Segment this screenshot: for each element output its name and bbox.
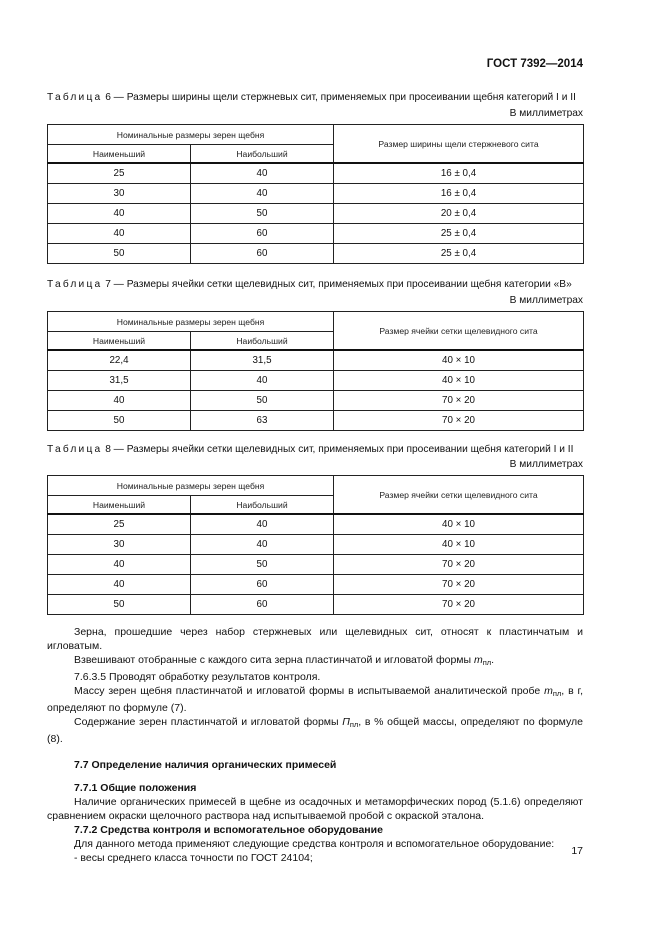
cell-max: 40 (191, 163, 334, 184)
result-column-header: Размер ячейки сетки щелевидного сита (334, 312, 584, 351)
max-column-header: Наибольший (191, 496, 334, 515)
subscript: пл (349, 720, 359, 729)
table-row (48, 244, 584, 264)
cell-min: 22,4 (48, 350, 191, 371)
cell-min: 25 (48, 163, 191, 184)
cell-min: 40 (48, 391, 191, 411)
paragraph: Зерна, прошедшие через набор стержневых или щелевидных сит, относят к пластинчатым и игловатым. (47, 626, 583, 652)
min-column-header: Наименьший (48, 145, 191, 164)
table-8 (47, 475, 584, 615)
subscript: пл (552, 689, 562, 698)
max-column-header: Наибольший (191, 145, 334, 164)
text-run: . (491, 654, 495, 666)
cell-max: 31,5 (191, 350, 334, 371)
cell-min: 50 (48, 244, 191, 264)
cell-min: 40 (48, 555, 191, 575)
symbol: m (544, 685, 553, 697)
subscript: пл (482, 658, 492, 667)
cell-min: 40 (48, 224, 191, 244)
symbol: m (473, 654, 483, 666)
table-row (48, 224, 584, 244)
cell-result: 70 × 20 (334, 411, 584, 431)
paragraph: Для данного метода применяют следующие средства контроля и вспомогательное оборудование: (74, 838, 555, 850)
subsection-heading: 7.7.2 Средства контроля и вспомогательное оборудование (74, 824, 383, 836)
min-column-header: Наименьший (48, 332, 191, 351)
cell-result: 40 × 10 (334, 350, 584, 371)
result-column-header: Размер ячейки сетки щелевидного сита (334, 476, 584, 515)
table-caption-text: 7 — Размеры ячейки сетки щелевидных сит, применяемых при просеивании щебня категории «В» (105, 279, 572, 290)
list-item: - весы среднего класса точности по ГОСТ 24104; (74, 852, 313, 864)
cell-result: 70 × 20 (334, 575, 584, 595)
table-label: Таблица (47, 279, 103, 290)
cell-max: 40 (191, 535, 334, 555)
text-run: , в г, определяют по формуле (7). (47, 685, 583, 714)
page-number: 17 (571, 845, 583, 857)
table-caption-text: 8 — Размеры ячейки сетки щелевидных сит, применяемых при просеивании щебня категорий I и II (105, 444, 574, 455)
cell-min: 50 (48, 411, 191, 431)
cell-max: 63 (191, 411, 334, 431)
cell-result: 25 ± 0,4 (334, 244, 584, 264)
subsection-heading: 7.7.1 Общие положения (74, 782, 197, 794)
table-7-caption (47, 278, 587, 292)
table-8-units: В миллиметрах (509, 459, 583, 470)
table-row (48, 163, 584, 184)
table-7 (47, 311, 584, 431)
table-8-caption (47, 443, 587, 457)
cell-max: 60 (191, 575, 334, 595)
cell-min: 25 (48, 514, 191, 535)
group-header: Номинальные размеры зерен щебня (48, 312, 334, 332)
cell-result: 40 × 10 (334, 535, 584, 555)
section-heading: 7.7 Определение наличия органических примесей (74, 759, 337, 771)
text-run: , в % общей массы, определяют по формуле (8). (47, 716, 583, 745)
paragraph: 7.6.3.5 Проводят обработку результатов контроля. (74, 671, 321, 683)
max-column-header: Наибольший (191, 332, 334, 351)
paragraph (47, 653, 583, 670)
table-row (48, 350, 584, 371)
table-row (48, 535, 584, 555)
table-6 (47, 124, 584, 264)
cell-min: 40 (48, 575, 191, 595)
cell-max: 40 (191, 371, 334, 391)
document-id: ГОСТ 7392—2014 (486, 58, 583, 70)
cell-result: 16 ± 0,4 (334, 184, 584, 204)
group-header: Номинальные размеры зерен щебня (48, 125, 334, 145)
body-text (47, 625, 583, 865)
cell-result: 40 × 10 (334, 371, 584, 391)
group-header: Номинальные размеры зерен щебня (48, 476, 334, 496)
cell-min: 30 (48, 184, 191, 204)
table-6-caption (47, 91, 587, 105)
cell-result: 25 ± 0,4 (334, 224, 584, 244)
text-run: Содержание зерен пластинчатой и игловатой формы (74, 716, 343, 728)
cell-max: 50 (191, 204, 334, 224)
cell-result: 70 × 20 (334, 391, 584, 411)
cell-max: 40 (191, 184, 334, 204)
table-row (48, 595, 584, 615)
paragraph (47, 715, 583, 746)
paragraph: Наличие органических примесей в щебне из осадочных и метаморфических пород (5.1.6) определяют сравнением окраски щелочного раствора над испытываемой пробой с окраской эталона. (47, 796, 583, 822)
cell-result: 70 × 20 (334, 595, 584, 615)
table-row (48, 575, 584, 595)
cell-result: 16 ± 0,4 (334, 163, 584, 184)
cell-min: 40 (48, 204, 191, 224)
table-row (48, 411, 584, 431)
table-row (48, 184, 584, 204)
cell-result: 40 × 10 (334, 514, 584, 535)
cell-min: 30 (48, 535, 191, 555)
cell-result: 70 × 20 (334, 555, 584, 575)
cell-max: 40 (191, 514, 334, 535)
table-row (48, 391, 584, 411)
cell-max: 50 (191, 391, 334, 411)
paragraph (47, 684, 583, 715)
cell-max: 60 (191, 595, 334, 615)
cell-max: 50 (191, 555, 334, 575)
symbol: П (342, 716, 350, 728)
table-label: Таблица (47, 444, 103, 455)
table-row (48, 371, 584, 391)
table-label: Таблица (47, 92, 103, 103)
cell-max: 60 (191, 244, 334, 264)
result-column-header: Размер ширины щели стержневого сита (334, 125, 584, 164)
min-column-header: Наименьший (48, 496, 191, 515)
cell-min: 31,5 (48, 371, 191, 391)
table-row (48, 555, 584, 575)
text-run: Массу зерен щебня пластинчатой и игловатой формы в испытываемой аналитической пробе (74, 685, 545, 697)
cell-result: 20 ± 0,4 (334, 204, 584, 224)
table-7-units: В миллиметрах (509, 295, 583, 306)
cell-min: 50 (48, 595, 191, 615)
text-run: Взвешивают отобранные с каждого сита зерна пластинчатой и игловатой формы (74, 654, 474, 666)
table-row (48, 204, 584, 224)
table-row (48, 514, 584, 535)
cell-max: 60 (191, 224, 334, 244)
table-6-units: В миллиметрах (509, 108, 583, 119)
table-caption-text: 6 — Размеры ширины щели стержневых сит, применяемых при просеивании щебня категорий I и II (105, 92, 576, 103)
